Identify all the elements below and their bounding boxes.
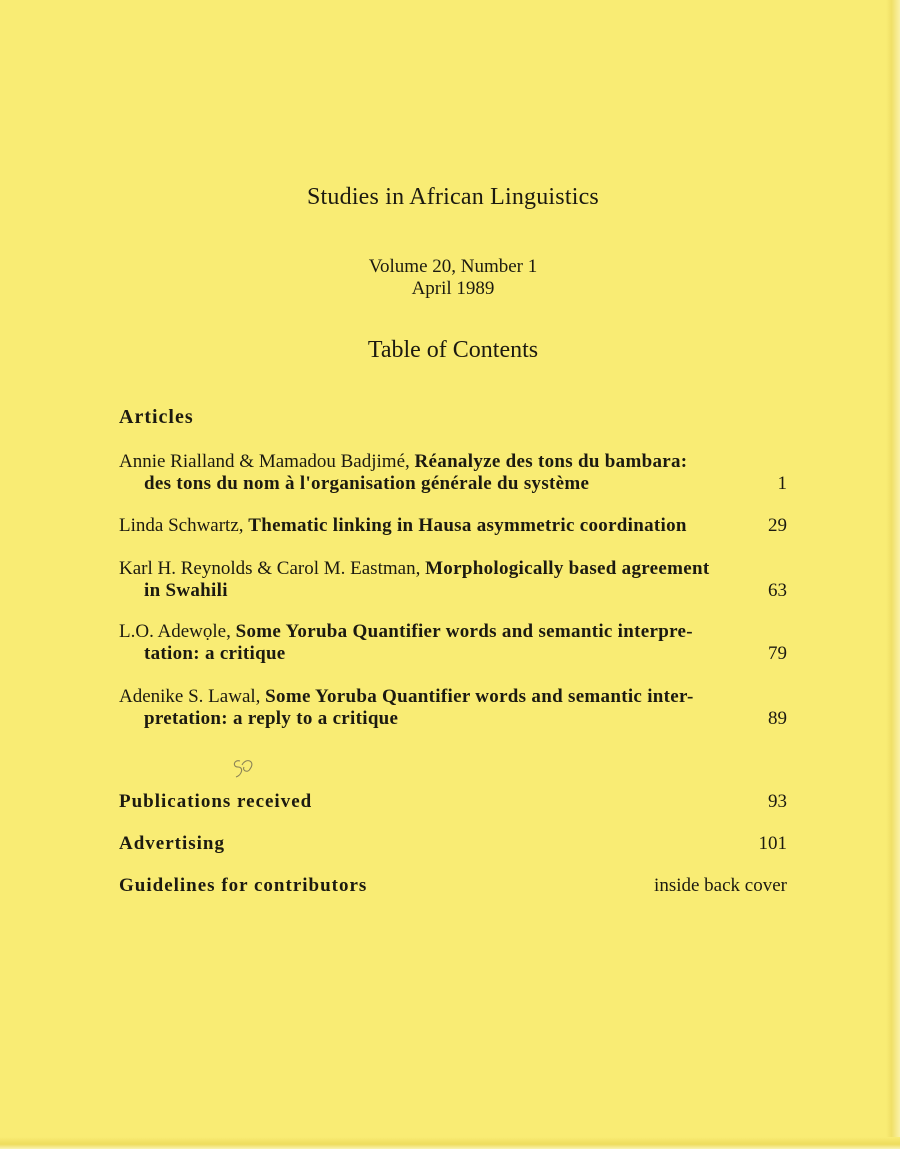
article-title: Réanalyze des tons du bambara:: [414, 451, 688, 472]
article-title-continued: des tons du nom à l'organisation générale du système: [144, 473, 590, 494]
article-title: Thematic linking in Hausa asymmetric coordination: [248, 515, 687, 536]
journal-title: Studies in African Linguistics: [307, 184, 599, 210]
article-title: Some Yoruba Quantifier words and semantic inter-: [265, 686, 694, 707]
article-authors: L.O. Adewọle,: [119, 621, 231, 642]
article-title-continued: pretation: a reply to a critique: [144, 708, 399, 729]
toc-item-page: 101: [758, 833, 787, 854]
article-authors: Adenike S. Lawal,: [119, 686, 261, 707]
volume-number: Volume 20, Number 1: [368, 256, 538, 277]
article-entry: [119, 686, 787, 730]
toc-item-page: inside back cover: [654, 875, 787, 896]
toc-item-advertising: [119, 833, 787, 855]
article-page-number: 89: [768, 708, 787, 729]
toc-item-label: Advertising: [119, 833, 225, 854]
article-authors: Karl H. Reynolds & Carol M. Eastman,: [119, 558, 421, 579]
toc-item-guidelines: [119, 875, 787, 897]
article-entry: [119, 621, 787, 665]
issue-info: [0, 256, 900, 300]
article-page-number: 63: [768, 580, 787, 601]
article-title-continued: in Swahili: [144, 580, 228, 601]
article-page-number: 29: [768, 515, 787, 536]
article-title: Some Yoruba Quantifier words and semantic interpre-: [235, 621, 693, 642]
page-edge: [886, 0, 900, 1149]
pencil-scribble-icon: [228, 755, 258, 785]
toc-item-page: 93: [768, 791, 787, 812]
article-page-number: 1: [777, 473, 787, 494]
article-authors: Annie Rialland & Mamadou Badjimé,: [119, 451, 410, 472]
article-entry: [119, 515, 787, 537]
toc-item-label: Publications received: [119, 791, 313, 812]
issue-date: April 1989: [411, 278, 495, 299]
article-entry: [119, 451, 787, 495]
toc-item-label: Guidelines for contributors: [119, 875, 368, 896]
article-title-continued: tation: a critique: [144, 643, 286, 664]
articles-heading: Articles: [119, 406, 194, 428]
article-authors: Linda Schwartz,: [119, 515, 244, 536]
article-title: Morphologically based agreement: [425, 558, 710, 579]
toc-item-publications: [119, 791, 787, 813]
toc-heading: Table of Contents: [367, 337, 539, 363]
page-edge-bottom: [0, 1137, 900, 1149]
article-page-number: 79: [768, 643, 787, 664]
article-entry: [119, 558, 787, 602]
